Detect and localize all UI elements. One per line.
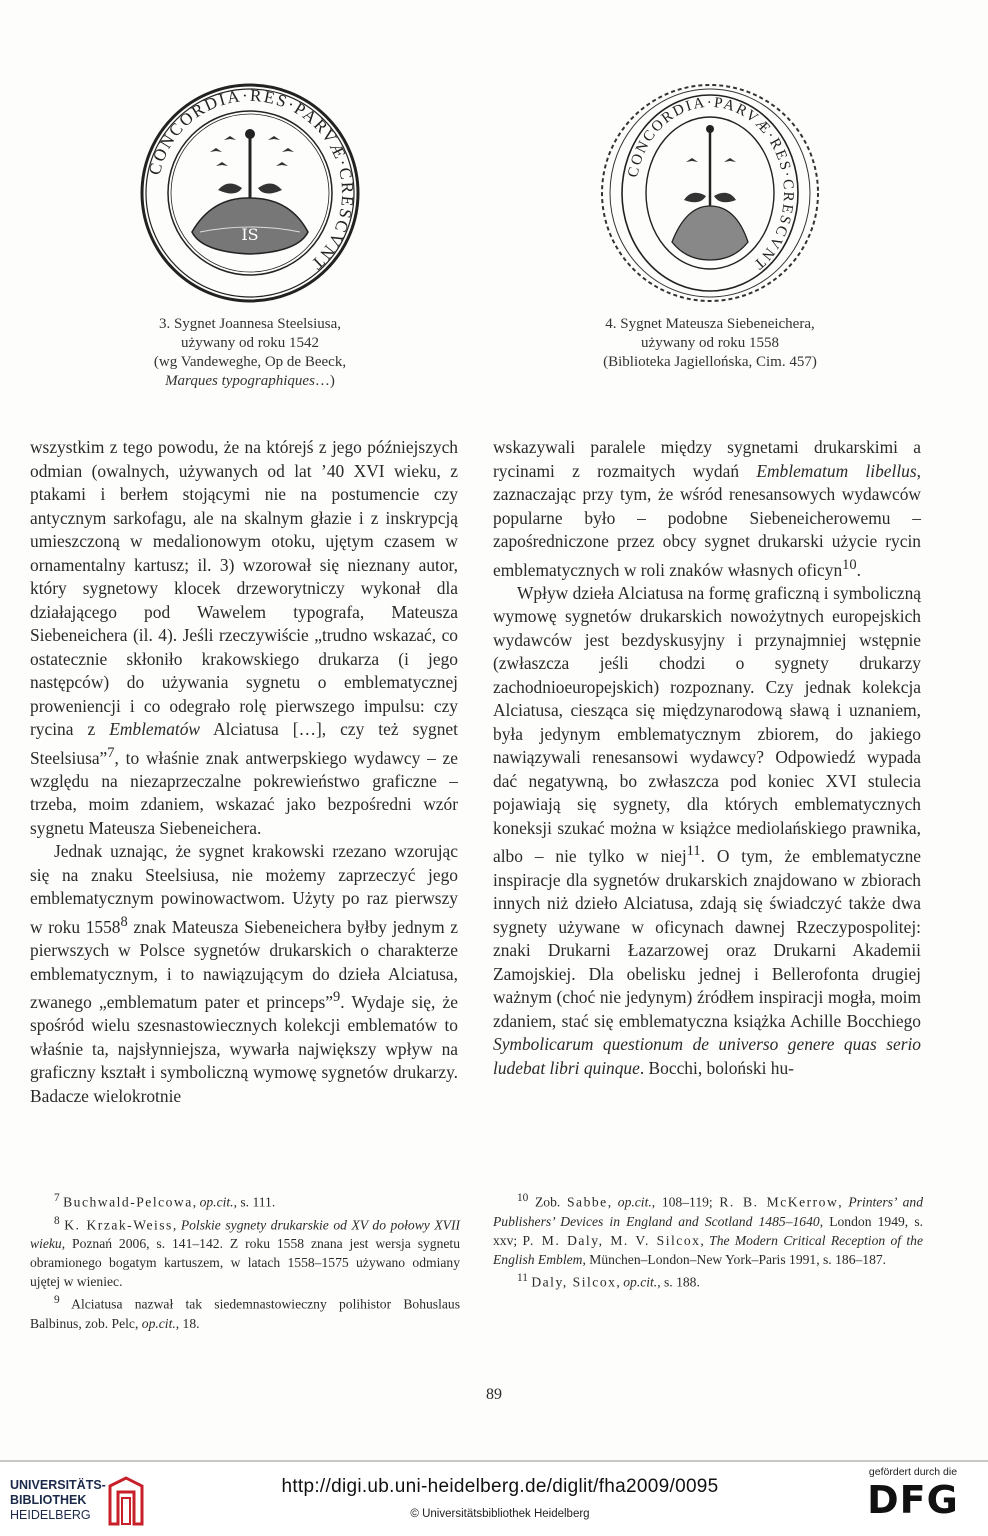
copyright-notice: © Universitätsbibliothek Heidelberg [410, 1508, 590, 1520]
footnote-number: 7 [54, 1192, 60, 1204]
sponsor-label: gefördert durch die [868, 1466, 958, 1478]
text-italic: Polskie sygnety drukarskie od XV do połowy XVII wieku [30, 1217, 461, 1252]
figure-3 [40, 80, 460, 391]
paragraph [30, 840, 458, 1108]
text-run: , München–London–New York–Paris 1991, s. 186–187. [582, 1251, 887, 1267]
text-run: , [192, 1194, 200, 1210]
seal-inscription: CONCORDIA·RES·PARVÆ·CRESCVNT [144, 85, 358, 275]
caption-line [40, 372, 460, 391]
footnote-10 [493, 1189, 923, 1269]
footnote-number: 10 [517, 1192, 529, 1204]
text-run: , [616, 1274, 624, 1290]
text-run: , zaznaczając przy tym, że wśród renesansowych wydawców popularne było – podobne Siebeneicherowemu – zapośredniczone przez obcy sygnet drukarski użycie rycin emblematycznych w roli znaków własnych oficyn [493, 460, 921, 580]
text-italic: op.cit. [141, 1315, 176, 1331]
caption-line: 3. Sygnet Joannesa Steelsiusa, [158, 316, 342, 332]
text-run: , Poznań 2006, s. 141–142. Z roku 1558 znana jest wersja sygnetu obramionego bogatym kartuszem, w latach 1558–1575 używano odmiany ujętej w wieniec. [30, 1236, 460, 1290]
footnotes-right [493, 1189, 923, 1291]
text-run: , to właśnie znak antwerpskiego wydawcy – ze względu na niezaprzeczalne pokrewieństwo graficzne – trzeba, moim zdaniem, wskazać jako bezpośredni wzór sygnetu Mateusza Siebeneichera. [30, 747, 458, 838]
figure-4 [490, 80, 930, 372]
footnote-number: 8 [54, 1214, 60, 1227]
caption-line: używany od roku 1542 [181, 335, 319, 351]
footnote-number: 9 [54, 1294, 60, 1307]
footnote-7 [30, 1189, 460, 1212]
text-run: wszystkim z tego powodu, że na którejś z jego późniejszych odmian (owalnych, używanych od lat ’40 XVI wieku, z ptakami i berłem stojącymi nie na postumencie czy antycznym sarkofagu, ale na skalnym głazie i z inskrypcją umieszczoną w medalionowym otoku, ujętym czasem w ornamentalny kartusz; il. 3) wzorował się nieznany autor, który sygnetowy klocek drzeworytniczy wykonał dla działającego pod Wawelem typografa, Mateusza Siebeneichera (il. 4). Jeśli rzeczywiście „trudno wskazać, co ostatecznie skłoniło krakowskiego drukarza (i jego następców) do używania sygnetu o emblematycznej proweniencji i co odegrało rolę pierwszego impulsu: czy rycina z [30, 437, 458, 739]
footnote-author: Daly, Silcox [531, 1274, 617, 1290]
figure-4-caption [490, 315, 930, 372]
text-run: . Wydaje się, że spośród wielu szesnastowiecznych kolekcji emblematów to właśnie ta, najsłynniejsza, wywarła największy wpływ na graficzny kształt i symboliczną wymowę sygnetów drukarzy. Badacze wielokrotnie [30, 991, 458, 1106]
text-run: , s. 111. [233, 1194, 276, 1210]
ub-heidelberg-logo[interactable] [10, 1472, 150, 1532]
body-column-left [30, 436, 458, 1108]
text-run: Zob. [535, 1194, 567, 1210]
text-italic: op.cit. [617, 1194, 652, 1210]
text-italic: op.cit. [199, 1194, 234, 1210]
caption-line: (wg Vandeweghe, Op de Beeck, [153, 354, 347, 370]
seal-image-round [100, 82, 400, 304]
text-italic: op.cit. [623, 1274, 658, 1290]
permalink-url[interactable]: http://digi.ub.uni-heidelberg.de/diglit/fha2009/0095 [281, 1476, 719, 1497]
paragraph [493, 436, 921, 582]
ub-logo-text [10, 1478, 106, 1523]
footnote-author: P. M. Daly, M. V. Silcox [522, 1232, 701, 1248]
text-run: , 18. [175, 1315, 200, 1331]
text-italic: Emblematum libellus [756, 460, 917, 481]
text-italic: Symbolicarum questionum de universo genere quas serio ludebat libri quinque [493, 1034, 921, 1078]
ub-line: UNIVERSITÄTS- [10, 1478, 106, 1492]
footnote-ref: 8 [120, 913, 128, 930]
footnotes-left [30, 1189, 460, 1333]
footer-divider [0, 1460, 988, 1462]
text-run: Wpływ dzieła Alciatusa na formę graficzną i symboliczną wymowę sygnetów drukarskich nowożytnych europejskich wydawców jest bezdyskusyjny i przynajmniej wstępnie (zwłaszcza jeśli chodzi o sygnety drukarzy zachodnioeuropejskich) rozpoznany. Czy jednak kolekcja Alciatusa, ciesząca się międzynarodową sławą i uznaniem, była jedynym emblematycznym zbiorem, do jakiego nawiązywali renesansowi wydawcy? Odpowiedź wypada dać negatywną, bo zwłaszcza pod koniec XVI stulecia pojawiają się sygnety, dla których emblematycznych koneksji szukać można w książce mediolańskiego prawnika, albo – nie tylko w niej [493, 582, 921, 867]
steelsius-printer-mark [40, 80, 460, 305]
footnote-ref: 9 [333, 989, 341, 1006]
seal-inscription: CONCORDIA·PARVÆ·RES·CRESCVNT [625, 94, 797, 273]
text-run: Alciatusa […], czy też sygnet Steelsiusa” [30, 719, 458, 768]
text-run: Jednak uznając, że sygnet krakowski rzezano wzorując się na znaku Steelsiusa, nie możemy zaprzeczyć jego emblematycznym powinowactwom. Użyty po raz pierwszy w roku 1558 [30, 841, 458, 937]
footnote-ref: 7 [107, 744, 115, 761]
seal-image-oval [590, 82, 830, 304]
footnote-author: Sabbe [566, 1194, 608, 1210]
caption-book-title: Marques typographiques [165, 373, 315, 389]
ub-building-icon [104, 1476, 148, 1526]
text-run: , London 1949, s. xxv; [493, 1213, 924, 1248]
footnote-11 [493, 1269, 923, 1292]
svg-text:IS: IS [241, 224, 259, 244]
text-italic: Emblematów [109, 719, 201, 739]
text-run: znak Mateusza Siebeneichera byłby jednym z pierwszych w Polsce sygnetów drukarskich o charakterze emblematycznym, i to nawiązującym do dzieła Alciatusa, zwanego „emblematum pater et princeps” [30, 916, 458, 1012]
text-italic: Printers’ and Publishers’ Devices in England and Scotland 1485–1640 [493, 1194, 923, 1229]
caption-line: używany od roku 1558 [641, 335, 779, 351]
text-italic: The Modern Critical Reception of the English Emblem [493, 1232, 923, 1267]
text-run: wskazywali paralele między sygnetami drukarskimi a rycinami z rozmaitych wydań [493, 437, 921, 481]
footnote-9 [30, 1291, 460, 1333]
ub-line: HEIDELBERG [10, 1508, 91, 1522]
footnote-author: K. Krzak-Weiss [64, 1217, 173, 1233]
text-run: , [172, 1217, 181, 1233]
text-run: , [607, 1194, 618, 1210]
dfg-logo[interactable]: DFG [867, 1478, 959, 1522]
text-run: , 108–119; [651, 1194, 720, 1210]
text-run: Alciatusa nazwał tak siedemnastowieczny polihistor Bohuslaus Balbinus, zob. Pelc, [30, 1296, 460, 1331]
page-number: 89 [486, 1386, 502, 1403]
footnote-8 [30, 1212, 460, 1292]
digitization-footer [0, 1460, 988, 1536]
dfg-sponsor [858, 1466, 968, 1522]
text-run: , s. 188. [657, 1274, 700, 1290]
footnote-ref: 10 [842, 556, 857, 573]
footnote-author: Buchwald-Pelcowa [63, 1194, 193, 1210]
text-run: . O tym, że emblematyczne inspiracje dla sygnetów drukarskich znajdowano w zbiorach innych niż dzieło Alciatusa, zdają się świadczyć także dwa sygnety używane w oficynach dawnej Rzeczypospolitej: znaki Drukarni Łazarzowej oraz Drukarni Akademii Zamojskiej. Dla obelisku jednej i Bellerofonta drugiej ważnym (choć nie jedynym) źródłem inspiracji mogła, moim zdaniem, stać się emblematyczna książka Achille Bocchiego [493, 846, 921, 1031]
footnote-author: R. B. McKerrow [719, 1194, 839, 1210]
text-run: . [856, 559, 862, 580]
caption-tail: …) [314, 373, 335, 389]
siebeneicher-printer-mark [490, 80, 930, 305]
text-run: , [838, 1194, 849, 1210]
figure-3-caption [40, 315, 460, 391]
footnote-ref: 11 [686, 843, 701, 860]
ub-line: BIBLIOTHEK [10, 1493, 87, 1507]
caption-line: (Biblioteka Jagiellońska, Cim. 457) [603, 354, 817, 370]
paragraph [30, 436, 458, 840]
text-run: , [700, 1232, 710, 1248]
body-column-right [493, 436, 921, 1080]
caption-line: 4. Sygnet Mateusza Siebeneichera, [605, 316, 815, 332]
paragraph [493, 582, 921, 1080]
footnote-number: 11 [517, 1271, 528, 1284]
text-run: . Bocchi, boloński hu- [639, 1057, 794, 1078]
